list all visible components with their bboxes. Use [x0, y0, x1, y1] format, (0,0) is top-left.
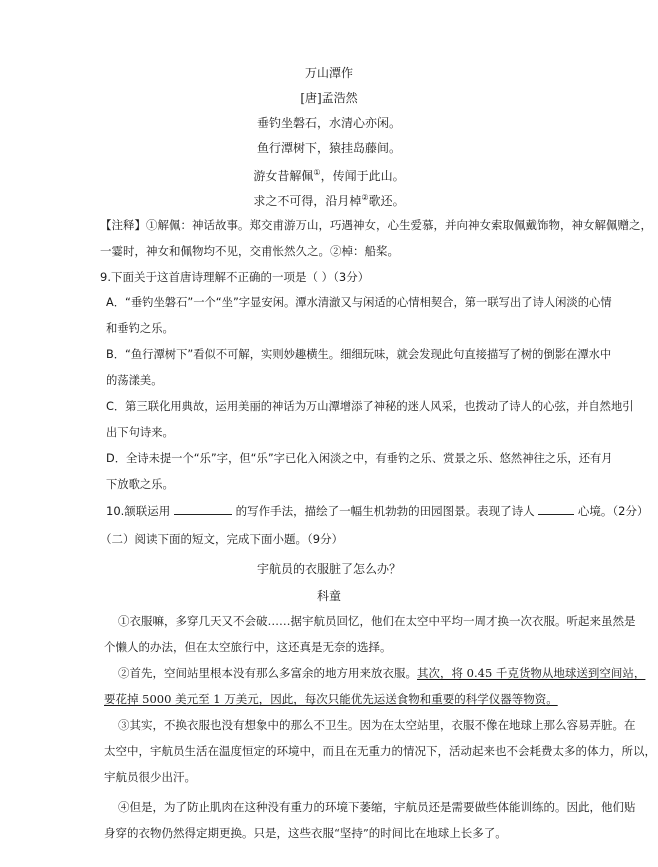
option-d-line-1: D．全诗未提一个“乐”字，但“乐”字已化入闲淡之中，有垂钓之乐、赏景之乐、悠然神往之乐，还有月	[106, 452, 613, 465]
note-line-1: 【注释】①解佩：神话故事。郑交甫游万山，巧遇神女，心生爱慕，并向神女索取佩戴饰物，神女解佩赠之，	[100, 218, 652, 232]
footnote-mark-1: ①	[313, 168, 321, 177]
answer-blank-2[interactable]	[538, 502, 574, 515]
option-c-line-2: 出下句诗来。	[106, 426, 174, 439]
poem-line-4-b: 歌还。	[368, 194, 405, 208]
paragraph-3-line-1: ③其实，不换衣服也没有想象中的那么不卫生。因为在太空站里，衣服不像在地球上那么容易弄脏。在	[118, 718, 636, 732]
poem-line-4-a: 求之不可得，沿月棹	[253, 194, 362, 208]
note-line-2: 一霎时，神女和佩物均不见，交甫怅然久之。②棹：船桨。	[100, 244, 399, 258]
paragraph-1-line-2: 个懒人的办法，但在太空旅行中，这还真是无奈的选择。	[104, 640, 392, 654]
poem-line-2: 鱼行潭树下，猿挂岛藤间。	[256, 141, 401, 155]
poem-line-3-b: ，传闻于此山。	[320, 169, 405, 183]
article-title: 宇航员的衣服脏了怎么办？	[256, 562, 401, 576]
paragraph-4-line-1: ④但是，为了防止肌肉在这种没有重力的环境下萎缩，宇航员还是需要做些体能训练的。因此，他们贴	[118, 800, 636, 814]
paragraph-2-line-1	[118, 664, 645, 682]
option-c-line-1: C．第三联化用典故，运用美丽的神话为万山潭增添了神秘的迷人风采，也拨动了诗人的心弦，并自然地引	[106, 400, 634, 413]
question-10-part-3: 心境。（2分）	[577, 504, 649, 518]
option-b-line-2: 的荡漾美。	[106, 374, 163, 387]
paragraph-2-plain: ②首先，空间站里根本没有那么多富余的地方用来放衣服。	[118, 666, 417, 680]
poem-line-3-a: 游女昔解佩	[253, 169, 314, 183]
poem-line-4	[0, 189, 658, 210]
option-d-line-2: 下放歌之乐。	[106, 478, 174, 491]
answer-blank-1[interactable]	[174, 502, 232, 515]
poem-line-1: 垂钓坐磐石，水清心亦闲。	[256, 116, 401, 130]
paragraph-2-underlined-1: 其次，将 0.45 千克货物从地球送到空间站，	[417, 666, 646, 680]
poem-title: 万山潭作	[304, 66, 353, 80]
paragraph-3-line-2: 太空中，宇航员生活在温度恒定的环境中，而且在无重力的情况下，活动起来也不会耗费太多的体力，所以，	[104, 744, 656, 758]
paragraph-3-line-3: 宇航员很少出汗。	[104, 770, 196, 784]
question-9-stem: 9.下面关于这首唐诗理解不正确的一项是（ ）（3分）	[100, 270, 370, 284]
paragraph-4-line-2: 身穿的衣物仍然得定期更换。只是，这些衣服“坚持”的时间比在地球上长多了。	[104, 826, 507, 840]
option-a-line-2: 和垂钓之乐。	[106, 322, 174, 335]
option-b-line-1: B．“鱼行潭树下”看似不可解，实则妙趣横生。细细玩味，就会发现此句直接描写了树的倒影在潭水中	[106, 348, 612, 361]
paragraph-1-line-1: ①衣服嘛，多穿几天又不会破……据宇航员回忆，他们在太空中平均一周才换一次衣服。听起来虽然是	[118, 614, 636, 628]
question-10	[106, 502, 649, 520]
option-a-line-1: A．“垂钓坐磐石”一个“坐”字显安闲。潭水清澈又与闲适的心情相契合，第一联写出了诗人闲淡的心情	[106, 296, 612, 309]
paragraph-2-underlined-2: 要花掉 5000 美元至 1 万美元，因此，每次只能优先运送食物和重要的科学仪器等物资。	[104, 692, 558, 706]
article-source: 科童	[316, 589, 341, 603]
poem-author: [唐]孟浩然	[300, 91, 358, 105]
poem-line-3	[0, 164, 658, 185]
question-10-part-2: 的写作手法，描绘了一幅生机勃勃的田园图景。表现了诗人	[235, 504, 535, 518]
section-2-heading: （二）阅读下面的短文，完成下面小题。（9分）	[100, 532, 344, 546]
footnote-mark-2: ②	[361, 193, 369, 202]
question-10-part-1: 10.颔联运用	[106, 504, 171, 518]
